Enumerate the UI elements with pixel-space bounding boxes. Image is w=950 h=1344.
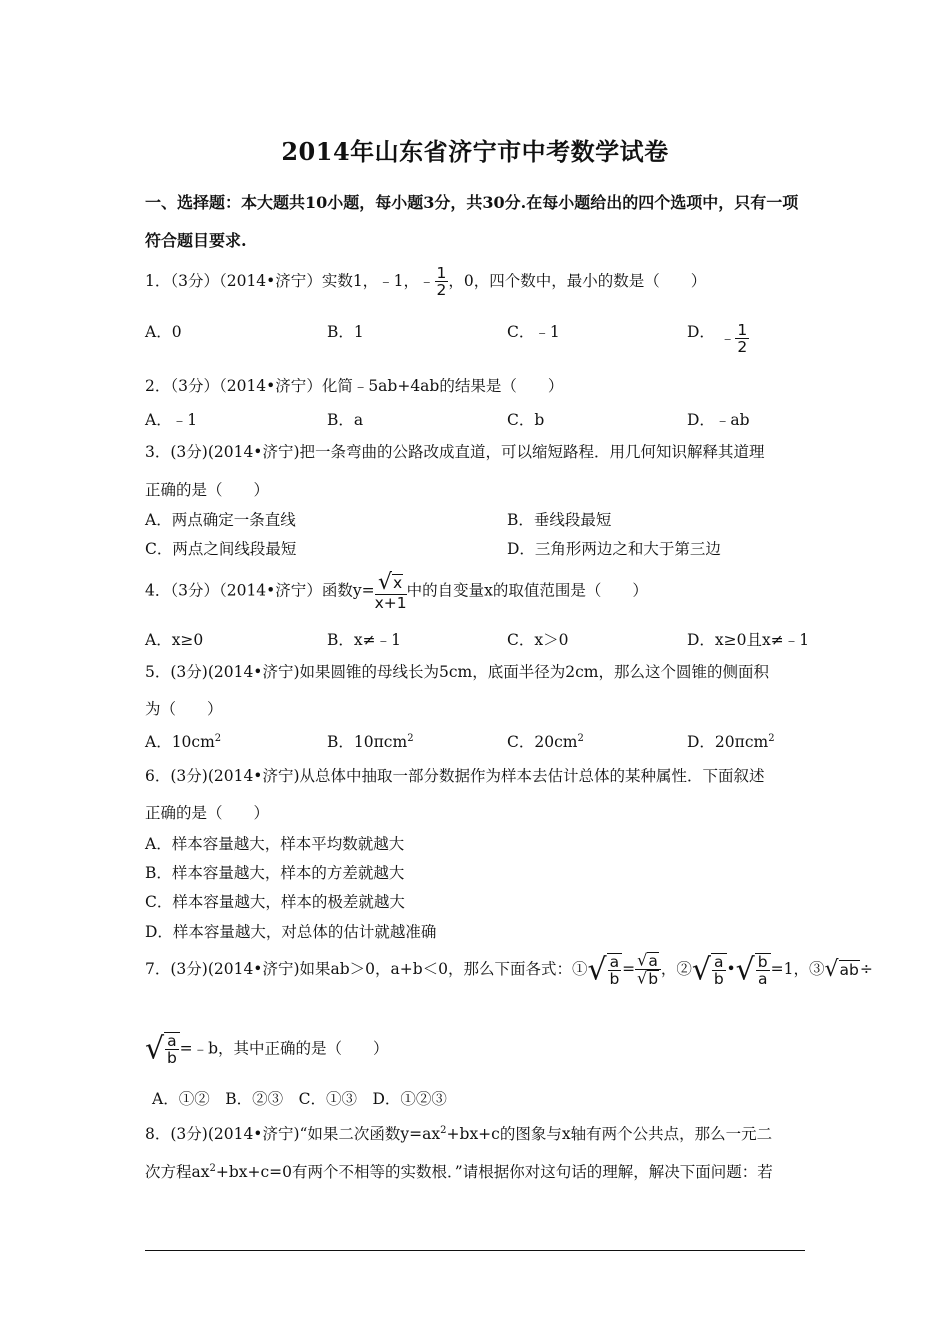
question-1: 1．（3分）（2014•济宁）实数1，﹣1，﹣ $\frac{1}{2}$ ，0，四个数中，最小的数是（ ） <box>145 264 707 300</box>
question-7-line1: 7．(3分)(2014•济宁)如果ab＞0，a+b＜0，那么下面各式：①√ $\frac{a}{b}$ = $\frac{√a}{√b}$ ，②√ $\frac{a}{b}$ •√ $\frac{b}{a}$ =1，③√ab÷ <box>145 950 873 989</box>
q1-option-a[interactable]: A．0 <box>145 323 182 341</box>
q3-option-a[interactable]: A．两点确定一条直线 <box>145 511 296 529</box>
fraction: $\frac{√a}{√b}$ <box>635 952 661 988</box>
sqrt: √ $\frac{a}{b}$ <box>588 953 623 988</box>
q6-option-a[interactable]: A．样本容量越大，样本平均数就越大 <box>145 835 405 853</box>
q6-option-c[interactable]: C．样本容量越大，样本的极差就越大 <box>145 893 405 911</box>
page-title: 2014年山东省济宁市中考数学试卷 <box>281 137 669 166</box>
question-3-line2: 正确的是（ ） <box>145 481 270 499</box>
sqrt: √ab <box>824 956 859 982</box>
question-2: 2．（3分）（2014•济宁）化简﹣5ab+4ab的结果是（ ） <box>145 377 564 395</box>
question-5-line2: 为（ ） <box>145 700 223 718</box>
q3-option-b[interactable]: B．垂线段最短 <box>507 511 612 529</box>
question-5-line1: 5．(3分)(2014•济宁)如果圆锥的母线长为5cm，底面半径为2cm，那么这个圆锥的侧面积 <box>145 663 769 681</box>
fraction: $\frac{√x}{x+1}$ <box>374 570 407 612</box>
q5-option-d[interactable]: D．20πcm$^2$ <box>687 732 775 751</box>
question-7-line2: √ $\frac{a}{b}$ =﹣b，其中正确的是（ ） <box>145 1031 389 1068</box>
q2-option-c[interactable]: C．b <box>507 411 545 429</box>
q2-option-a[interactable]: A．﹣1 <box>145 411 198 429</box>
q3-option-c[interactable]: C．两点之间线段最短 <box>145 540 297 558</box>
q1-option-c[interactable]: C．﹣1 <box>507 323 560 341</box>
q6-option-d[interactable]: D．样本容量越大，对总体的估计就越准确 <box>145 923 437 941</box>
fraction: $\frac{1}{2}$ <box>737 321 748 357</box>
question-6-line2: 正确的是（ ） <box>145 804 270 822</box>
question-6-line1: 6．(3分)(2014•济宁)从总体中抽取一部分数据作为样本去估计总体的某种属性．下面叙述 <box>145 767 765 785</box>
q4-option-a[interactable]: A．x≥0 <box>145 631 204 649</box>
q5-option-a[interactable]: A．$10cm^2$ <box>145 732 222 751</box>
q1-option-d[interactable]: D． ﹣ $\frac{1}{2}$ <box>687 321 748 357</box>
q4-option-b[interactable]: B．x≠﹣1 <box>327 631 401 649</box>
section-heading-line2: 符合题目要求. <box>145 231 247 250</box>
q7-options[interactable]: A．①② B．②③ C．①③ D．①②③ <box>152 1090 447 1108</box>
q5-option-b[interactable]: B．10πcm$^2$ <box>327 732 414 751</box>
sqrt: √x <box>377 570 403 595</box>
q5-option-c[interactable]: C．$20cm^2$ <box>507 732 584 751</box>
q6-option-b[interactable]: B．样本容量越大，样本的方差就越大 <box>145 864 405 882</box>
question-3-line1: 3．(3分)(2014•济宁)把一条弯曲的公路改成直道，可以缩短路程．用几何知识解释其道理 <box>145 443 765 461</box>
sqrt: √ $\frac{a}{b}$ <box>692 953 727 988</box>
question-8-line2: 次方程$ax^2+bx+c=0$有两个不相等的实数根．”请根据你对这句话的理解，解决下面问题：若 <box>145 1162 773 1181</box>
footer-divider <box>145 1250 805 1251</box>
q2-option-b[interactable]: B．a <box>327 411 364 429</box>
q4-option-c[interactable]: C．x＞0 <box>507 631 569 649</box>
q4-option-d[interactable]: D．x≥0且x≠﹣1 <box>687 631 810 649</box>
section-heading-line1: 一、选择题：本大题共10小题，每小题3分，共30分.在每小题给出的四个选项中，只有一项 <box>145 193 799 212</box>
sqrt: √ $\frac{a}{b}$ <box>145 1032 180 1067</box>
fraction: $\frac{1}{2}$ <box>436 264 447 300</box>
q1-option-b[interactable]: B．1 <box>327 323 364 341</box>
q3-option-d[interactable]: D．三角形两边之和大于第三边 <box>507 540 721 558</box>
question-4: 4．（3分）（2014•济宁）函数y= $\frac{√x}{x+1}$ 中的自变量x的取值范围是（ ） <box>145 570 648 612</box>
question-8-line1: 8．(3分)(2014•济宁)“如果二次函数$y=ax^2+bx+c$的图象与x轴有两个公共点，那么一元二 <box>145 1124 773 1143</box>
sqrt: √ $\frac{b}{a}$ <box>736 953 771 988</box>
q2-option-d[interactable]: D．﹣ab <box>687 411 750 429</box>
